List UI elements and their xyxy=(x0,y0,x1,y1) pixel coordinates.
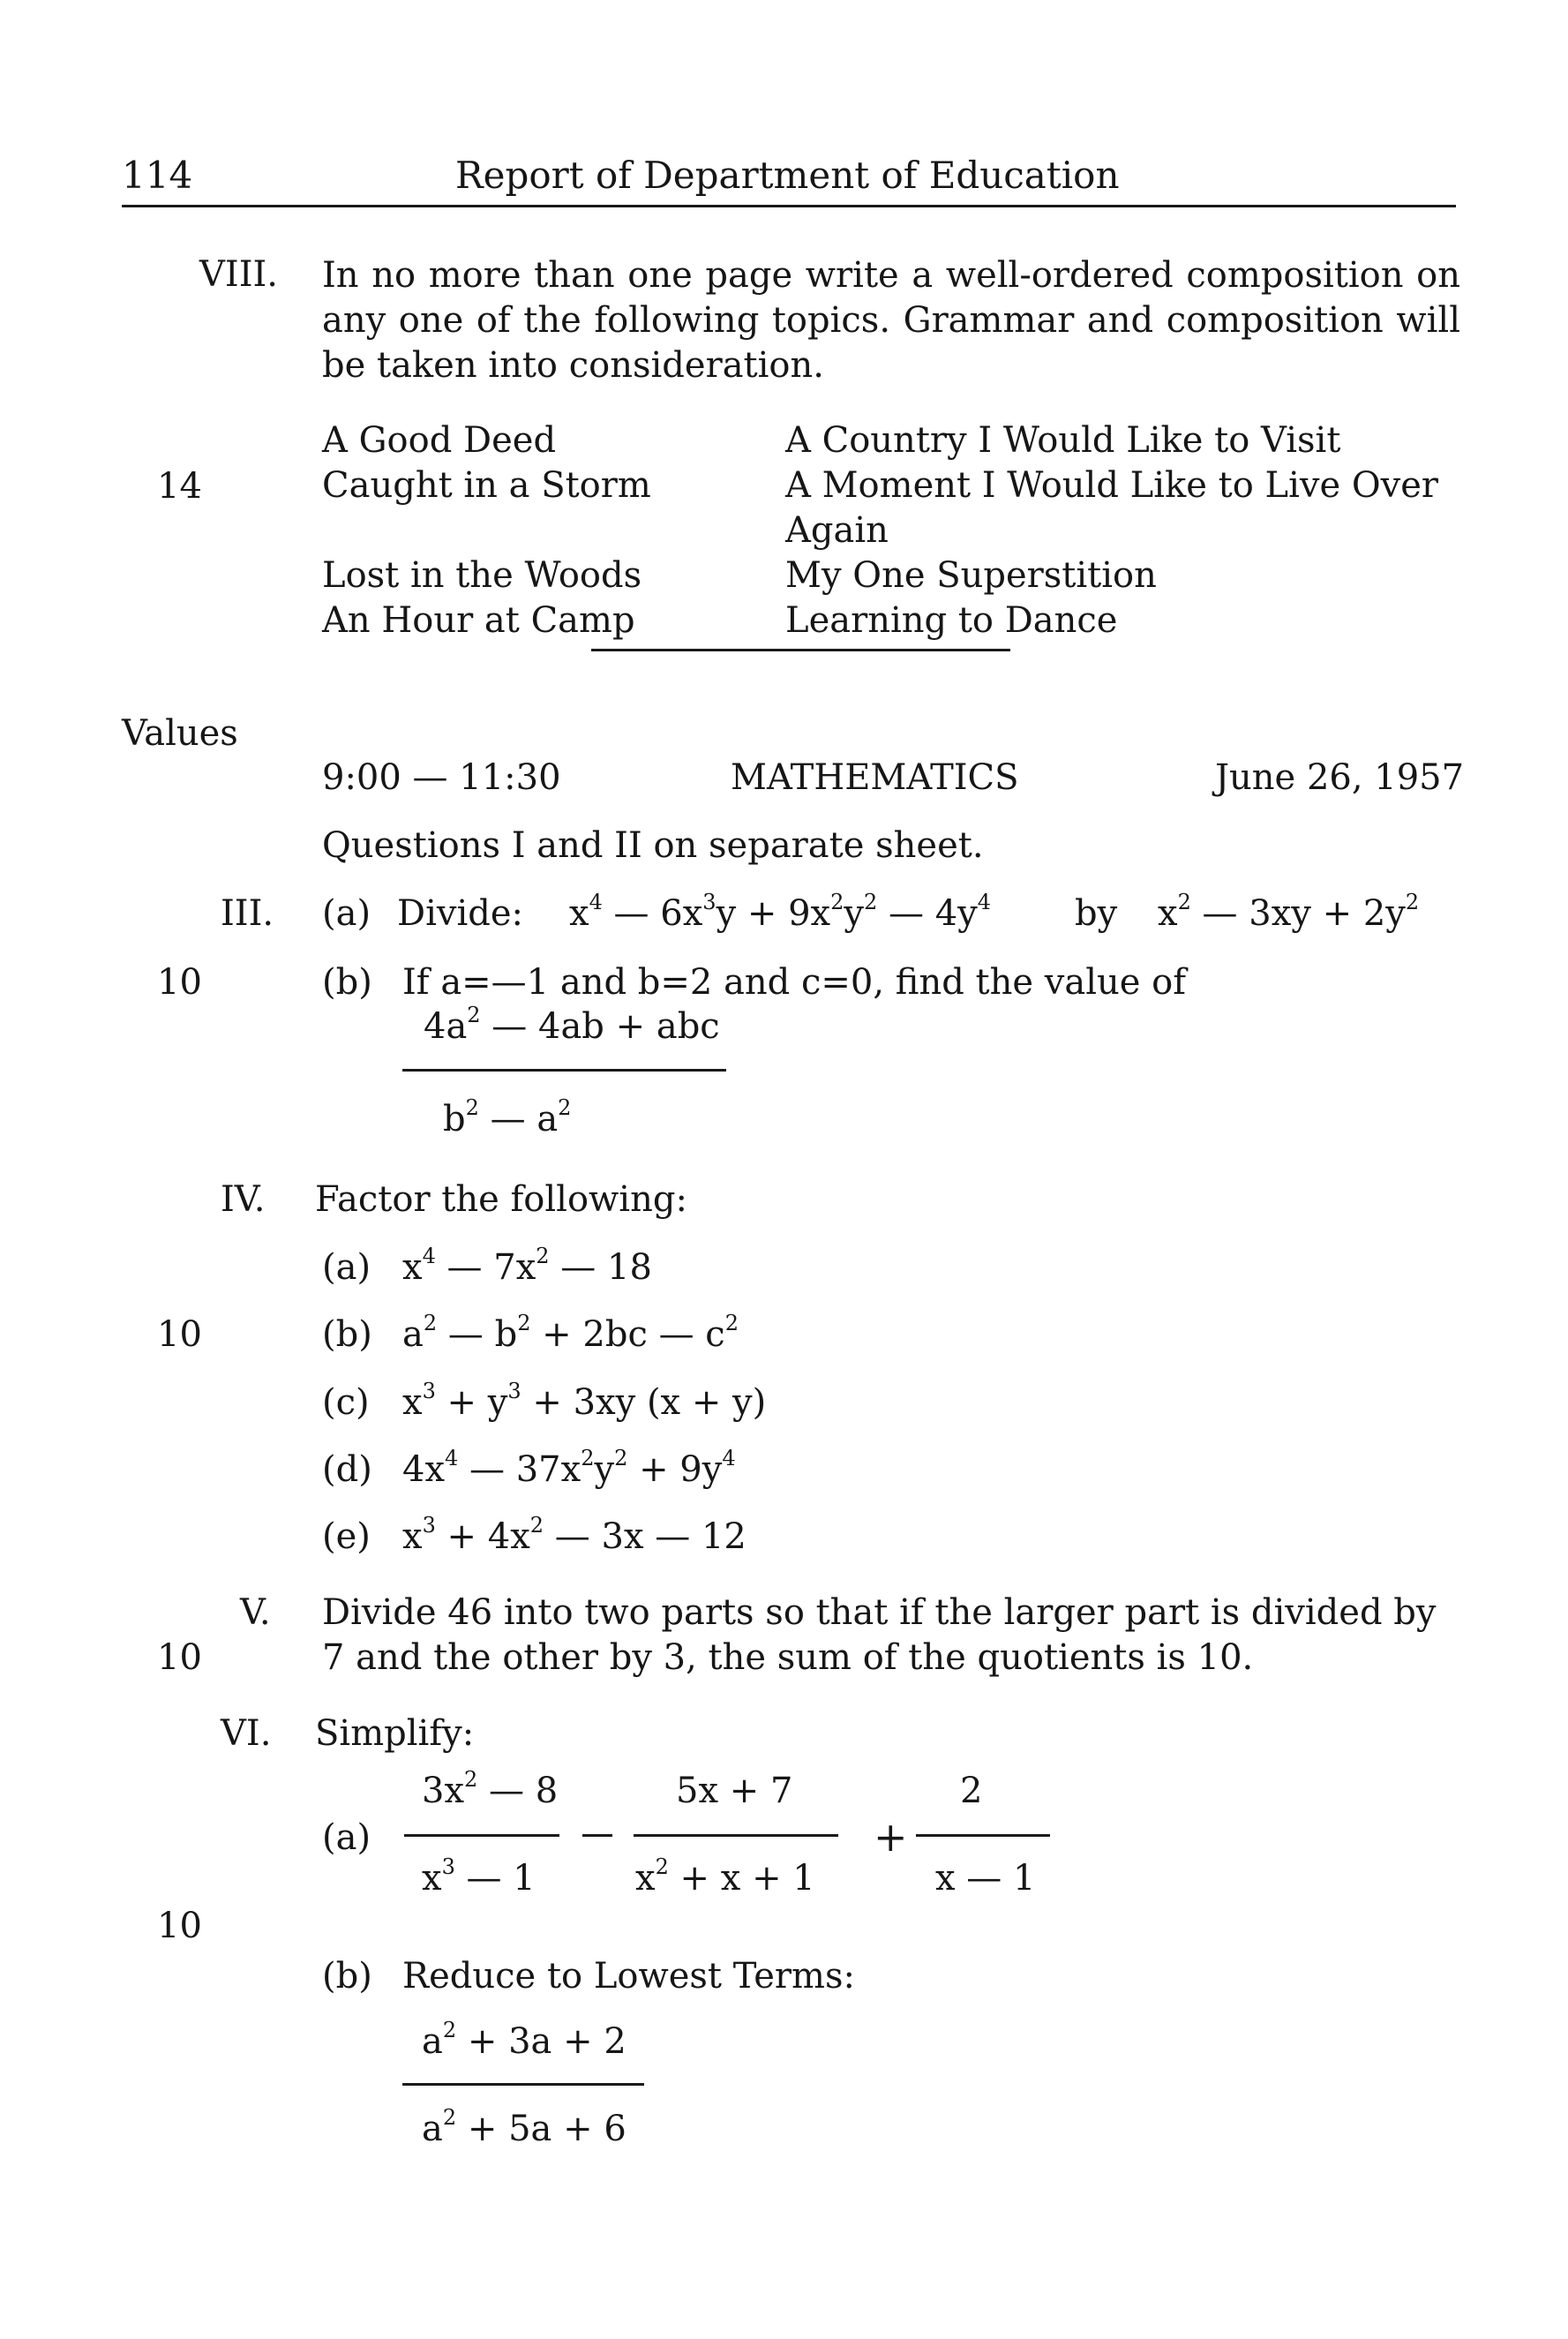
topic-left-2: Caught in a Storm xyxy=(322,465,651,506)
q3-points: 10 xyxy=(157,962,202,1003)
topic-right-2: A Moment I Would Like to Live Over xyxy=(785,465,1439,506)
fraction-bar xyxy=(634,1834,838,1837)
q3-dividend: $x^4$ — $6x^3y + 9x^2y^2$ — $4y^4$ xyxy=(569,890,992,934)
q6-b-denominator: $a^2 + 5a + 6$ xyxy=(422,2105,626,2149)
q3-divisor: $x^2$ — $3xy + 2y^2$ xyxy=(1158,890,1420,934)
q4-e-expr: $x^3 + 4x^2$ — 3x — 12 xyxy=(402,1513,746,1557)
q3-b-text: If a=—1 and b=2 and c=0, find the value of xyxy=(402,962,1187,1003)
q4-instruction: Factor the following: xyxy=(315,1179,687,1220)
q4-c-expr: $x^3 + y^3 + 3xy$ (x + y) xyxy=(402,1379,767,1423)
topic-left-1: A Good Deed xyxy=(322,420,557,461)
q3-b-numerator: $4a^2$ — 4ab + abc xyxy=(424,1003,720,1047)
q6-b-numerator: $a^2 + 3a + 2$ xyxy=(422,2018,626,2062)
q3-a-label: (a) xyxy=(322,893,371,934)
fraction-bar xyxy=(402,2083,644,2086)
q5-points: 10 xyxy=(157,1637,202,1678)
exam-time: 9:00 — 11:30 xyxy=(322,757,561,798)
q6-numeral: VI. xyxy=(221,1713,272,1754)
running-title: Report of Department of Education xyxy=(455,154,1120,197)
q5-text-line2: 7 and the other by 3, the sum of the quotients is 10. xyxy=(322,1637,1254,1678)
minus-sign xyxy=(582,1834,612,1837)
plus-sign: + xyxy=(874,1813,908,1861)
q4-e-label: (e) xyxy=(322,1516,371,1557)
q6-a-num1: $3x^2$ — 8 xyxy=(422,1767,559,1811)
q4-b-label: (b) xyxy=(322,1314,372,1355)
q4-points: 10 xyxy=(157,1314,202,1355)
header-rule xyxy=(122,205,1456,207)
q3-a-word: Divide: xyxy=(397,893,524,934)
section-divider xyxy=(591,649,1010,651)
fraction-bar xyxy=(916,1834,1050,1837)
q3-b-label: (b) xyxy=(322,962,372,1003)
q8-points: 14 xyxy=(157,466,202,507)
fraction-bar xyxy=(402,1069,726,1072)
q4-d-label: (d) xyxy=(322,1449,372,1490)
exam-note: Questions I and II on separate sheet. xyxy=(322,825,984,866)
q6-a-label: (a) xyxy=(322,1817,371,1858)
q6-a-num3: 2 xyxy=(960,1771,983,1811)
q4-numeral: IV. xyxy=(221,1179,266,1220)
topic-right-2-cont: Again xyxy=(785,510,889,551)
q4-b-expr: $a^2$ — $b^2 + 2bc$ — $c^2$ xyxy=(402,1311,739,1355)
q6-a-den1: $x^3$ — 1 xyxy=(422,1854,536,1899)
q4-a-label: (a) xyxy=(322,1247,371,1288)
fraction-bar xyxy=(404,1834,559,1837)
q4-a-expr: $x^4$ — $7x^2$ — 18 xyxy=(402,1244,652,1288)
q3-numeral: III. xyxy=(221,893,274,934)
q6-b-text: Reduce to Lowest Terms: xyxy=(402,1956,855,1997)
q6-instruction: Simplify: xyxy=(315,1713,475,1754)
topic-right-4: Learning to Dance xyxy=(785,600,1118,641)
exam-subject: MATHEMATICS xyxy=(731,757,1019,798)
q5-text-line1: Divide 46 into two parts so that if the larger part is divided by xyxy=(322,1592,1437,1633)
q3-a-by: by xyxy=(1075,893,1118,934)
q6-b-label: (b) xyxy=(322,1956,372,1997)
topic-right-1: A Country I Would Like to Visit xyxy=(785,420,1341,461)
q5-numeral: V. xyxy=(240,1592,271,1633)
q6-a-num2: 5x + 7 xyxy=(676,1771,793,1811)
q3-b-denominator: $b^2$ — $a^2$ xyxy=(443,1095,572,1139)
q6-points: 10 xyxy=(157,1906,202,1946)
topic-left-4: An Hour at Camp xyxy=(322,600,635,641)
q4-c-label: (c) xyxy=(322,1382,370,1423)
q6-a-den3: x — 1 xyxy=(935,1858,1036,1899)
topic-left-3: Lost in the Woods xyxy=(322,555,642,596)
exam-date: June 26, 1957 xyxy=(1215,757,1465,798)
q4-d-expr: $4x^4$ — $37x^2y^2 + 9y^4$ xyxy=(402,1446,736,1490)
q8-numeral: VIII. xyxy=(199,254,279,295)
page-number: 114 xyxy=(122,154,193,197)
topic-right-3: My One Superstition xyxy=(785,555,1157,596)
q8-instruction: In no more than one page write a well-ordered composition on any one of the following topics. Grammar and composition will be taken into consideration. xyxy=(322,255,1460,386)
q6-a-den2: $x^2 + x + 1$ xyxy=(635,1854,815,1899)
values-label: Values xyxy=(122,713,238,754)
